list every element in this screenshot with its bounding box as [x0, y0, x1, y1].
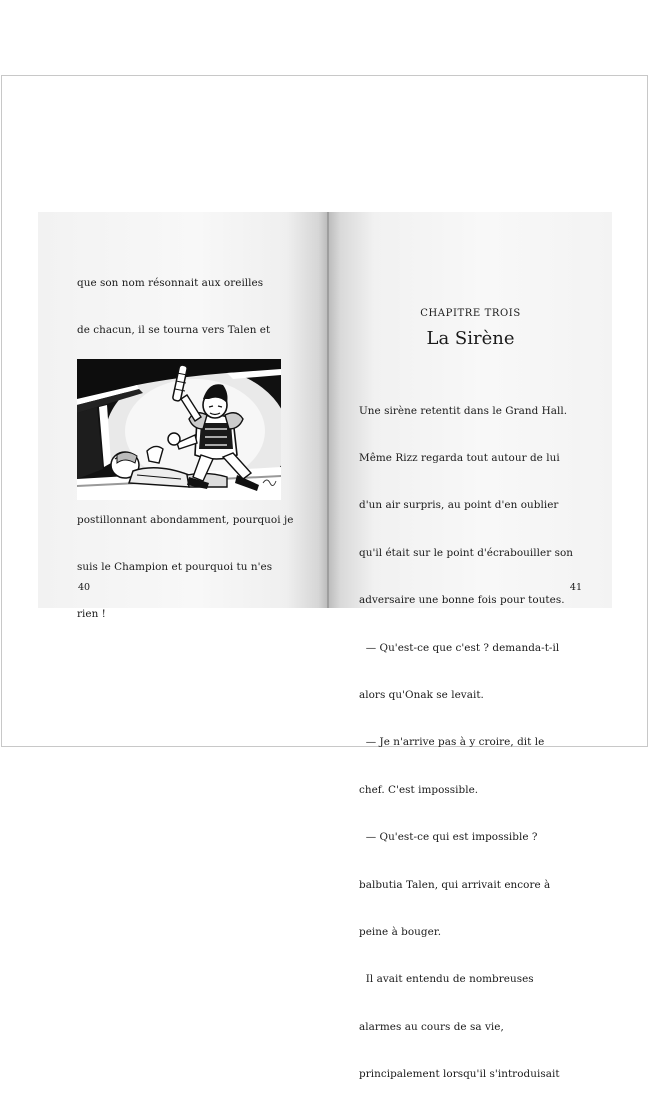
comic-illustration — [77, 359, 281, 500]
text-line: rien ! — [77, 608, 106, 621]
text-line: principalement lorsqu'il s'introduisait — [359, 1068, 560, 1081]
text-line: de chacun, il se tourna vers Talen et — [77, 323, 271, 336]
text-line: Il avait entendu de nombreuses — [359, 973, 534, 986]
text-line: adversaire une bonne fois pour toutes. — [359, 594, 565, 607]
text-line: Une sirène retentit dans le Grand Hall. — [359, 404, 568, 417]
chapter-title: La Sirène — [426, 328, 515, 349]
text-line: alors qu'Onak se levait. — [359, 688, 484, 701]
text-line: peine à bouger. — [359, 925, 442, 938]
text-line: Même Rizz regarda tout autour de lui — [359, 451, 560, 464]
page-number: 41 — [569, 582, 582, 593]
text-line: que son nom résonnait aux oreilles — [77, 276, 264, 289]
text-line: alarmes au cours de sa vie, — [359, 1020, 504, 1033]
chapter-label: CHAPITRE TROIS — [420, 308, 521, 319]
text-line: qu'il était sur le point d'écrabouiller son — [359, 546, 573, 559]
text-line: chef. C'est impossible. — [359, 783, 479, 796]
text-line: postillonnant abondamment, pourquoi je — [77, 513, 294, 526]
text-line: — Je n'arrive pas à y croire, dit le — [359, 736, 545, 749]
text-line: — Qu'est-ce qui est impossible ? — [359, 831, 538, 844]
left-page — [38, 212, 327, 621]
text-line: d'un air surpris, au point d'en oublier — [359, 499, 559, 512]
right-page-text — [359, 372, 573, 1114]
text-line: balbutia Talen, qui arrivait encore à — [359, 878, 551, 891]
text-line: suis le Champion et pourquoi tu n'es — [77, 560, 273, 573]
open-book — [38, 212, 612, 1081]
page-number: 40 — [78, 582, 91, 593]
right-page — [329, 212, 612, 1081]
text-line: — Qu'est-ce que c'est ? demanda-t-il — [359, 641, 560, 654]
